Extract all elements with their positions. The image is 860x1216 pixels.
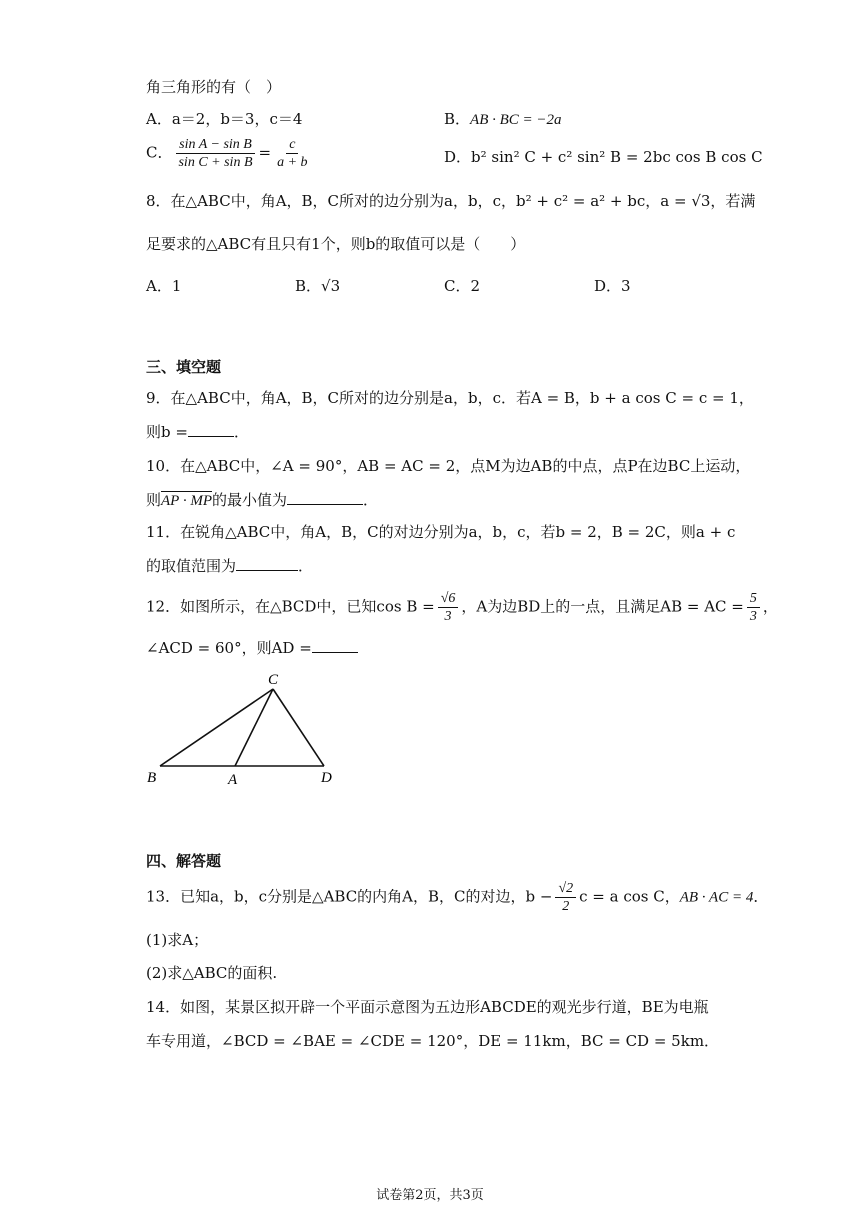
q13-vector-expr: AB · AC = 4 xyxy=(679,889,754,906)
q7-option-b: B．AB · BC = −2a xyxy=(444,110,562,128)
q12-line1: 12．如图所示，在△BCD中，已知cos B = $\frac{√6}{3}$ ，A为边BD上的一点，且满足AB = AC = $\frac{5}{3}$ ， xyxy=(146,591,778,624)
q14-line1: 14．如图，某景区拟开辟一个平面示意图为五边形ABCDE的观光步行道，BE为电瓶 xyxy=(146,998,709,1016)
q10-answer-blank xyxy=(287,488,363,505)
q13-sub1: (1)求A； xyxy=(146,931,209,949)
q12-line2: ∠ACD = 60°，则AD = xyxy=(146,636,358,659)
q8-option-a: A．1 xyxy=(146,277,182,295)
label-a: A xyxy=(228,772,238,788)
q9-line2: 则b = ． xyxy=(146,420,249,443)
q8-line1: 8．在△ABC中，角A，B，C所对的边分别为a，b，c，b² + c² = a² + bc，a = √3，若满 xyxy=(146,192,756,210)
q8-line2: 足要求的△ABC有且只有1个，则b的取值可以是（ ） xyxy=(146,235,526,253)
q12-answer-blank xyxy=(312,636,358,653)
q8-option-b: B．√3 xyxy=(295,277,341,295)
q11-answer-blank xyxy=(236,554,298,571)
q8-option-d: D．3 xyxy=(594,277,631,295)
section-title-fill-in: 三、填空题 xyxy=(146,358,222,376)
q7-option-b-expr: AB · BC = −2a xyxy=(470,112,562,128)
q13-line1: 13．已知a，b，c分别是△ABC的内角A，B，C的对边，b − $\frac{√2}{2}$ c = a cos C，AB · AC = 4． xyxy=(146,881,769,914)
q10-vector-expr: AP · MP xyxy=(161,493,212,509)
q11-line2: 的取值范围为 ． xyxy=(146,554,313,577)
q14-line2: 车专用道，∠BCD = ∠BAE = ∠CDE = 120°，DE = 11km，BC = CD = 5km． xyxy=(146,1032,720,1050)
segment-ca xyxy=(235,689,273,766)
section-title-answer: 四、解答题 xyxy=(146,852,222,870)
label-b: B xyxy=(147,770,157,786)
triangle-figure xyxy=(140,668,350,788)
q9-line1: 9．在△ABC中，角A，B，C所对的边分别是a，b，c．若A = B，b + a cos C = c = 1， xyxy=(146,389,754,407)
q7-tail: 角三角形的有（ ） xyxy=(146,78,282,96)
label-d: D xyxy=(321,770,332,786)
q7-option-d: D．b² sin² C + c² sin² B = 2bc cos B cos C xyxy=(444,148,763,166)
q13-sub2: (2)求△ABC的面积. xyxy=(146,964,278,982)
q8-option-c: C．2 xyxy=(444,277,481,295)
q7-option-a: A．a＝2，b＝3，c＝4 xyxy=(146,110,303,128)
q7-option-c: C． $\frac{\text{sin A − sin B}}{\text{sin C + sin B}}$ = $\frac{c}{a + b}$ xyxy=(146,137,308,170)
q10-line1: 10．在△ABC中，∠A = 90°，AB = AC = 2，点M为边AB的中点，点P在边BC上运动， xyxy=(146,457,751,475)
q11-line1: 11．在锐角△ABC中，角A，B，C的对边分别为a，b，c，若b = 2，B = 2C，则a + c xyxy=(146,523,736,541)
page-footer: 试卷第2页，共3页 xyxy=(376,1188,484,1203)
label-c: C xyxy=(268,672,279,688)
segment-bc xyxy=(160,689,273,766)
q9-answer-blank xyxy=(188,420,234,437)
segment-cd xyxy=(273,689,324,766)
q10-line2: 则AP · MP的最小值为 ． xyxy=(146,488,378,512)
